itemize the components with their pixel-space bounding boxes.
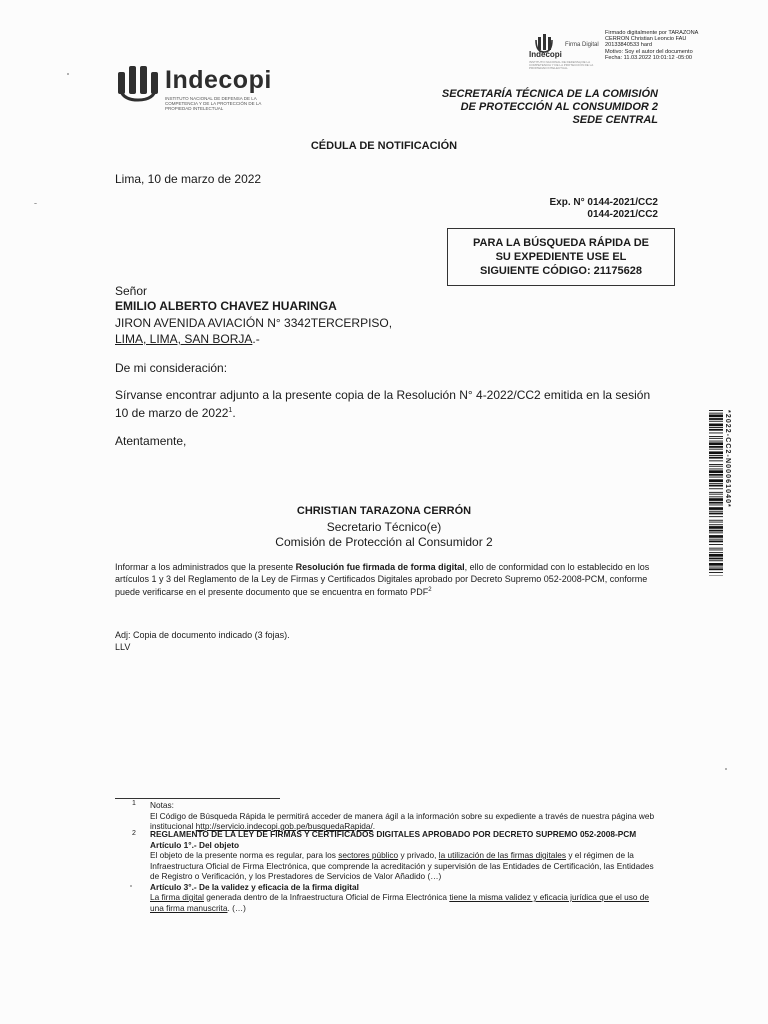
barcode-bar (709, 526, 723, 529)
article-1-title: Artículo 1°.- Del objeto (150, 839, 240, 850)
barcode-bar (709, 438, 723, 439)
barcode-bar (709, 474, 723, 476)
barcode-bar (709, 483, 723, 484)
barcode-bar (709, 513, 723, 515)
barcode-bar (709, 460, 723, 461)
article-text: generada dentro de la Infraestructura Oficial de Firma Electrónica (203, 892, 450, 902)
barcode-bar (709, 496, 723, 497)
article-text: . (…) (227, 902, 246, 913)
signature-line: Firmado digitalmente por TARAZONA (605, 30, 699, 36)
barcode-bar (709, 522, 723, 523)
barcode-bar (709, 485, 723, 487)
recipient-city: LIMA, LIMA, SAN BORJA (115, 332, 253, 346)
scan-speck (130, 885, 132, 887)
secretaria-line: SEDE CENTRAL (572, 114, 658, 126)
footnote-ref-1: 1 (228, 407, 233, 414)
article-text: El objeto de la presente norma es regular, para los (150, 850, 339, 860)
barcode-bar (709, 455, 723, 456)
notice-bold: Resolución fue firmada de forma digital (295, 562, 465, 572)
body-text: Sírvanse encontrar adjunto a la presente copia de la Resolución N° 4-2022/CC2 emitida en la sesión 10 de marzo de 2022 (115, 388, 651, 420)
body-paragraph (115, 387, 660, 421)
signature-fine-print: INSTITUTO NACIONAL DE DEFENSA DE LA COMPETENCIA Y DE LA PROTECCIÓN DE LA PROPIEDAD INTELECTUAL (529, 60, 594, 70)
barcode-bar (709, 524, 723, 525)
expediente-number (420, 197, 658, 221)
barcode-text: *2022-CC2-N00061040* (724, 410, 731, 508)
quick-search-line: PARA LA BÚSQUEDA RÁPIDA DE (472, 237, 649, 249)
barcode-bar (709, 554, 723, 557)
article-3-text (150, 892, 665, 913)
barcode-bar (709, 464, 723, 465)
barcode-bar (709, 516, 723, 517)
signatory-name: CHRISTIAN TARAZONA CERRÓN (296, 505, 472, 517)
article-underlined: tiene la misma validez y eficacia jurídica que el uso de una firma manuscrita (150, 892, 650, 913)
quick-search-line: SIGUIENTE CÓDIGO: 21175628 (479, 265, 642, 277)
salutation: Señor (115, 284, 148, 298)
digital-signature-details (605, 30, 765, 61)
indecopi-logo-subtitle: INSTITUTO NACIONAL DE DEFENSA DE LA COMPETENCIA Y DE LA PROTECCIÓN DE LA PROPIEDAD INTELECTUAL (165, 96, 262, 111)
initials: LLV (115, 641, 131, 652)
barcode-bar (709, 446, 723, 448)
barcode-bar (709, 442, 723, 445)
barcode-bar (709, 558, 723, 560)
barcode-bar (709, 511, 723, 512)
article-1-text (150, 850, 665, 882)
barcode-bar (709, 477, 723, 478)
article-underlined: sectores público (338, 850, 399, 860)
digital-signature-notice (115, 562, 660, 599)
barcode-bar (709, 520, 723, 521)
signature-line: CERRON Christian Leoncio FAU (605, 36, 687, 43)
footnote-2 (150, 829, 665, 913)
article-text: y el régimen de la Infraestructura Oficial de Firma Electrónica, que comprende la acreditación y supervisión de las Entidades de Certificación, las Entidades de Registro o Verificación, y los Prestadores de Servicios de Valor Añadido (…) (150, 850, 654, 881)
scan-speck (34, 203, 37, 204)
footnote-mark-1: 1 (132, 800, 136, 807)
barcode-bar (709, 550, 723, 551)
article-underlined: La firma digital (150, 892, 204, 902)
indecopi-logo-icon (116, 62, 162, 102)
barcode-bar (709, 567, 723, 568)
signature-line: Fecha: 11.03.2022 10:01:12 -05:00 (605, 54, 692, 61)
signature-line: 20133840533 hard (605, 42, 652, 49)
expediente-line: Exp. N° 0144-2021/CC2 (549, 197, 658, 208)
barcode-bar (709, 498, 723, 501)
barcode-bar (709, 451, 723, 454)
barcode-bar (709, 418, 723, 420)
barcode-bar (709, 457, 723, 459)
article-3-title: Artículo 3°.- De la validez y eficacia de la firma digital (150, 881, 359, 892)
article-underlined: la utilización de las firmas digitales (438, 850, 567, 860)
footnote-2-title: REGLAMENTO DE LA LEY DE FIRMAS Y CERTIFICADOS DIGITALES APROBADO POR DECRETO SUPREMO 052-2008-PCM (150, 829, 637, 839)
secretaria-line: DE PROTECCIÓN AL CONSUMIDOR 2 (460, 101, 658, 113)
footnote-1-title: Notas: (150, 800, 174, 810)
signatory-commission: Comisión de Protección al Consumidor 2 (275, 535, 493, 549)
recipient-name: EMILIO ALBERTO CHAVEZ HUARINGA (115, 299, 337, 313)
notice-text: , ello de conformidad con lo establecido en los artículos 1 y 3 del Reglamento de la Ley de Firmas y Certificados Digitales aprobado por Decreto Supremo 052-2008-PCM, conforme puede verificarse en el presente documento que se encuentra en formato PDF (115, 562, 650, 597)
scan-speck (67, 73, 69, 75)
barcode-bar (709, 541, 723, 543)
barcode-bar (709, 433, 723, 434)
barcode-bar (709, 539, 723, 540)
footnote-separator (115, 798, 280, 799)
barcode-bar (709, 552, 723, 553)
barcode-bar (709, 466, 723, 467)
barcode-bar (709, 427, 723, 428)
address-tail: .- (252, 332, 260, 346)
closing: Atentamente, (115, 434, 187, 448)
barcode-bar (709, 535, 723, 538)
attachment-line: Adj: Copia de documento indicado (3 fojas). (115, 630, 290, 640)
indecopi-logo-text: Indecopi (165, 66, 272, 94)
signature-line: Motivo: Soy el autor del documento (605, 48, 693, 55)
barcode-bar (709, 424, 723, 427)
barcode-bar (709, 436, 723, 437)
barcode-bar (709, 560, 723, 561)
footnote-1 (150, 800, 665, 832)
body-end: . (232, 406, 236, 420)
notice-text: Informar a los administrados que la presente (115, 562, 296, 572)
barcode-bar (709, 530, 723, 532)
article-text: y privado, (398, 850, 439, 860)
signatory-role: Secretario Técnico(e) (326, 520, 442, 534)
barcode-bar (709, 421, 723, 422)
signatory-block (0, 520, 768, 550)
barcode-bar (709, 572, 723, 573)
barcode-bar (709, 505, 723, 506)
barcode-bar (709, 563, 723, 566)
barcode-bar (709, 544, 723, 545)
recipient-address-line2 (115, 331, 260, 347)
barcode-bar (709, 488, 723, 489)
barcode-bar (709, 494, 723, 495)
barcode-bar (709, 410, 723, 411)
secretaria-heading (380, 88, 658, 127)
barcode-bar (709, 479, 723, 482)
barcode-bar (709, 469, 723, 470)
attachment-note (115, 630, 290, 653)
signature-logo-text: Indecopi (529, 50, 562, 59)
footnote-mark-2: 2 (132, 830, 136, 837)
recipient-address-line1: JIRON AVENIDA AVIACIÓN N° 3342TERCERPISO, (115, 316, 393, 330)
secretaria-line: SECRETARÍA TÉCNICA DE LA COMISIÓN (441, 88, 658, 100)
scan-speck (725, 768, 727, 770)
document-title: CÉDULA DE NOTIFICACIÓN (310, 140, 458, 152)
footnote-ref-2: 2 (428, 587, 432, 593)
quick-search-line: SU EXPEDIENTE USE EL (495, 251, 627, 263)
footnote-text: . (372, 821, 376, 831)
footnote-text: El Código de Búsqueda Rápida le permitirá acceder de manera ágil a la información sobre su expediente a través de nuestra página web institucional (150, 810, 655, 831)
expediente-line: 0144-2021/CC2 (587, 209, 658, 220)
quick-search-text (447, 236, 675, 278)
busqueda-rapida-link[interactable]: http://servicio.indecopi.gob.pe/busquedaRapida/ (195, 821, 373, 831)
barcode-bar (709, 507, 723, 510)
barcode-bar (709, 492, 723, 493)
barcode-bar (709, 449, 723, 450)
barcode-bar (709, 568, 723, 570)
barcode-bar (709, 532, 723, 533)
barcode-bar (709, 429, 723, 431)
barcode-bar (709, 441, 723, 442)
greeting: De mi consideración: (115, 361, 228, 375)
barcode-bar (709, 470, 723, 473)
place-date: Lima, 10 de marzo de 2022 (115, 172, 262, 186)
barcode-bar (709, 548, 723, 549)
barcode-bar (709, 502, 723, 504)
barcode (709, 410, 723, 576)
signature-firma-label: Firma Digital (565, 42, 599, 48)
barcode-bar (709, 413, 723, 414)
barcode-bar (709, 415, 723, 418)
